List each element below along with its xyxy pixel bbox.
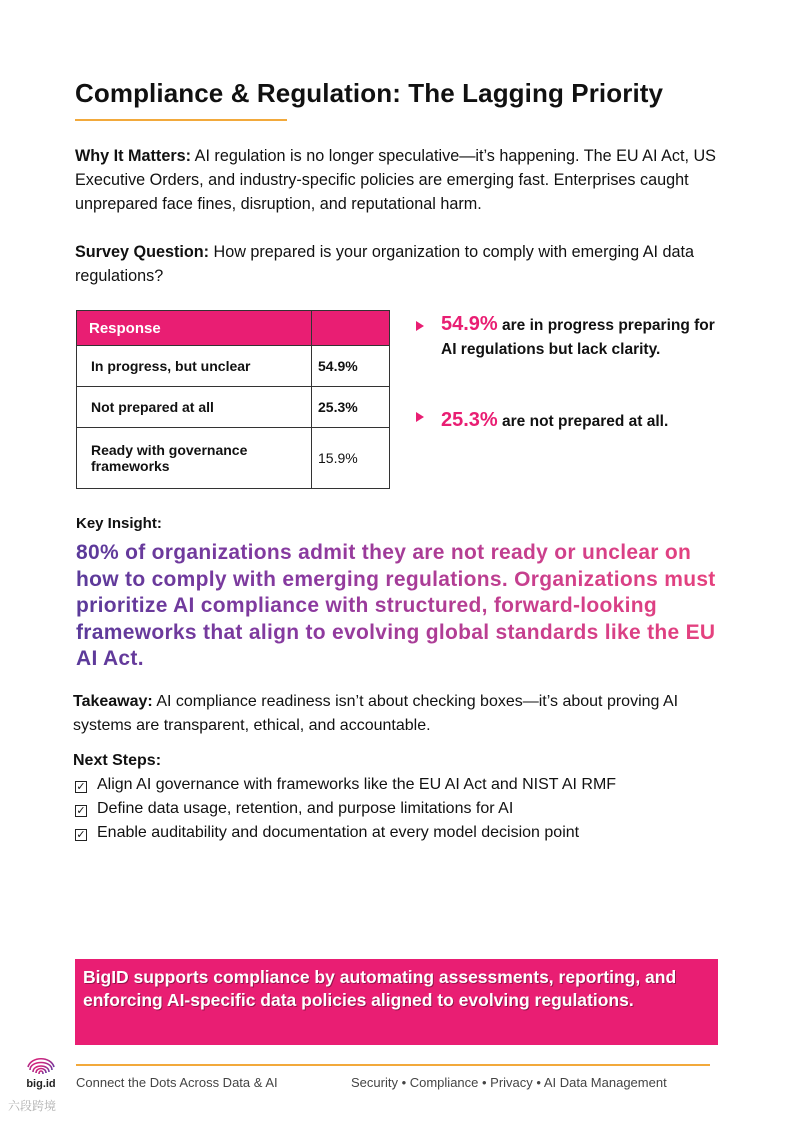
footer-divider [76, 1064, 710, 1066]
stat-percent: 54.9% [441, 313, 498, 335]
takeaway-text: AI compliance readiness isn’t about checking boxes—it’s about proving AI systems are transparent, ethical, and accountable. [73, 693, 679, 734]
key-insight-label: Key Insight: [76, 515, 162, 532]
watermark: 六段跨境 [8, 1099, 57, 1113]
step-text: Align AI governance with frameworks like the EU AI Act and NIST AI RMF [97, 776, 617, 793]
list-item [75, 797, 513, 821]
stat-text: are in progress preparing for AI regulations but lack clarity. [441, 317, 715, 358]
stat-bullet [416, 312, 726, 362]
checkbox-checked-icon: ✓ [76, 829, 86, 841]
stat-text: are not prepared at all. [502, 413, 669, 430]
row-value: 15.9% [312, 428, 390, 489]
stat-bullet [416, 408, 726, 434]
table-row [77, 346, 390, 387]
list-item [75, 773, 616, 797]
next-steps-label: Next Steps: [73, 752, 162, 769]
step-text: Enable auditability and documentation at every model decision point [97, 824, 580, 841]
survey-text: How prepared is your organization to comply with emerging AI data regulations? [75, 243, 695, 285]
why-text: AI regulation is no longer speculative—it’s happening. The EU AI Act, US Executive Orders, and industry-specific policies are emerging fast. Enterprises caught unprepared face fines, disruption, and reputational harm. [75, 147, 716, 213]
triangle-bullet-icon [416, 412, 424, 422]
survey-question [75, 240, 725, 288]
takeaway [73, 690, 723, 738]
table-header-empty [312, 311, 390, 346]
row-value: 54.9% [312, 346, 390, 387]
list-item [75, 821, 579, 845]
title-underline [75, 119, 287, 121]
row-label: Ready with governance frameworks [77, 428, 312, 489]
footer-categories: Security • Compliance • Privacy • AI Data Management [351, 1075, 667, 1090]
cta-banner: BigID supports compliance by automating assessments, reporting, and enforcing AI-specific data policies aligned to evolving regulations. [75, 959, 718, 1045]
row-label: Not prepared at all [77, 387, 312, 428]
table-header-response: Response [77, 311, 312, 346]
key-insight-text: 80% of organizations admit they are not ready or unclear on how to comply with emerging regulations. Organizations must prioritize AI compliance with structured, forward-looking frameworks that align to evolving global standards like the EU AI Act. [76, 540, 736, 673]
logo-wordmark: big.id [26, 1078, 56, 1090]
stat-percent: 25.3% [441, 409, 498, 431]
survey-label: Survey Question: [75, 243, 210, 261]
takeaway-label: Takeaway: [73, 693, 153, 710]
table-row [77, 387, 390, 428]
step-text: Define data usage, retention, and purpose limitations for AI [97, 800, 514, 817]
checkbox-checked-icon: ✓ [76, 781, 86, 793]
page-title: Compliance & Regulation: The Lagging Priority [75, 78, 664, 108]
response-table [76, 310, 390, 489]
why-it-matters [75, 144, 725, 216]
why-label: Why It Matters: [75, 147, 192, 165]
checkbox-checked-icon: ✓ [76, 805, 86, 817]
table-row [77, 428, 390, 489]
row-label: In progress, but unclear [77, 346, 312, 387]
triangle-bullet-icon [416, 321, 424, 331]
footer-tagline: Connect the Dots Across Data & AI [76, 1075, 278, 1090]
row-value: 25.3% [312, 387, 390, 428]
